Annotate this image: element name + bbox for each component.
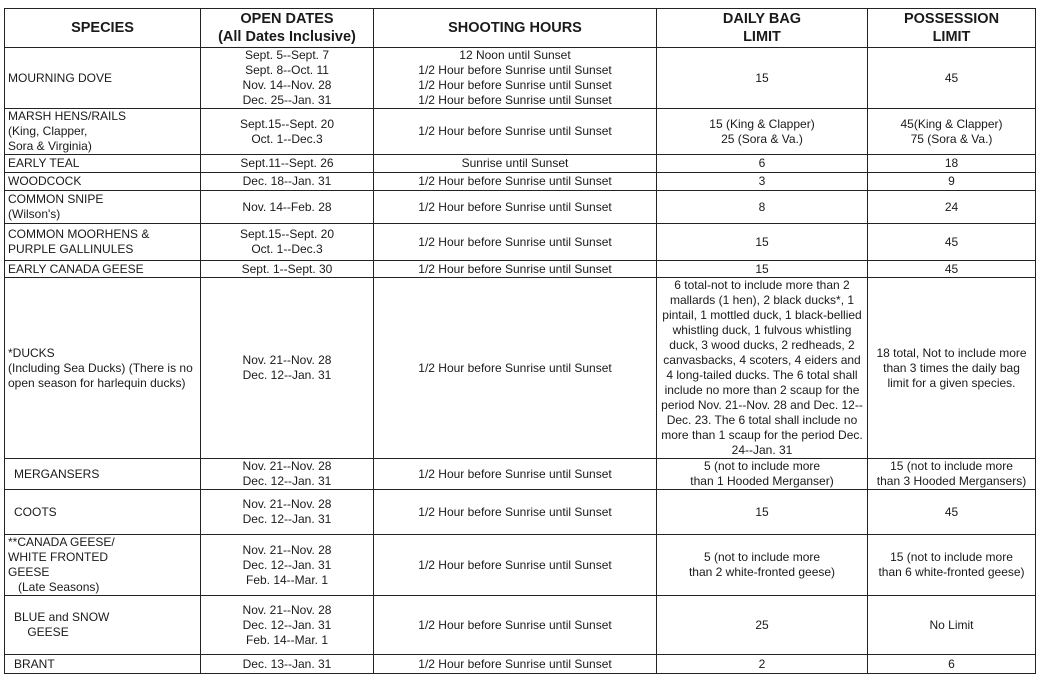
species-cell: MARSH HENS/RAILS (King, Clapper, Sora & Virginia) <box>5 109 201 155</box>
possession-cell: 24 <box>868 191 1036 224</box>
possession-cell: 6 <box>868 655 1036 674</box>
open-dates-cell: Dec. 18--Jan. 31 <box>201 173 374 191</box>
open-dates-cell: Sept.11--Sept. 26 <box>201 155 374 173</box>
species-cell: WOODCOCK <box>5 173 201 191</box>
species-cell: **CANADA GEESE/ WHITE FRONTED GEESE (Late Seasons) <box>5 535 201 596</box>
daily-bag-cell: 3 <box>657 173 868 191</box>
possession-cell: 15 (not to include more than 3 Hooded Mergansers) <box>868 459 1036 490</box>
open-dates-cell: Dec. 13--Jan. 31 <box>201 655 374 674</box>
shooting-hours-cell: 1/2 Hour before Sunrise until Sunset <box>374 109 657 155</box>
header-shooting-hours: SHOOTING HOURS <box>374 9 657 48</box>
open-dates-cell: Nov. 21--Nov. 28 Dec. 12--Jan. 31 <box>201 278 374 459</box>
table-row <box>5 535 1036 596</box>
daily-bag-cell: 6 <box>657 155 868 173</box>
table-row <box>5 224 1036 261</box>
open-dates-cell: Nov. 21--Nov. 28 Dec. 12--Jan. 31 Feb. 14--Mar. 1 <box>201 535 374 596</box>
shooting-hours-cell: 1/2 Hour before Sunrise until Sunset <box>374 191 657 224</box>
species-cell: EARLY CANADA GEESE <box>5 261 201 278</box>
open-dates-cell: Sept.15--Sept. 20 Oct. 1--Dec.3 <box>201 224 374 261</box>
daily-bag-cell: 5 (not to include more than 1 Hooded Merganser) <box>657 459 868 490</box>
daily-bag-cell: 15 <box>657 224 868 261</box>
possession-cell: 45 <box>868 224 1036 261</box>
species-cell: COOTS <box>5 490 201 535</box>
daily-bag-cell: 15 <box>657 48 868 109</box>
daily-bag-cell: 15 (King & Clapper) 25 (Sora & Va.) <box>657 109 868 155</box>
shooting-hours-cell: 1/2 Hour before Sunrise until Sunset <box>374 173 657 191</box>
header-open-dates: OPEN DATES (All Dates Inclusive) <box>201 9 374 48</box>
open-dates-cell: Sept. 1--Sept. 30 <box>201 261 374 278</box>
daily-bag-cell: 6 total-not to include more than 2 mallards (1 hen), 2 black ducks*, 1 pintail, 1 mottled duck, 1 black-bellied whistling duck, 1 fulvous whistling duck, 3 wood ducks, 2 redheads, 2 canvasbacks, 4 scoters, 4 eiders and 4 long-tailed ducks. The 6 total shall include no more than 2 scaup for the period Nov. 21--Nov. 28 and Dec. 12--Dec. 23. The 6 total shall include no more than 1 scaup for the period Dec. 24--Jan. 31 <box>657 278 868 459</box>
daily-bag-cell: 5 (not to include more than 2 white-fronted geese) <box>657 535 868 596</box>
possession-cell: 9 <box>868 173 1036 191</box>
header-daily-bag-limit: DAILY BAG LIMIT <box>657 9 868 48</box>
species-cell: EARLY TEAL <box>5 155 201 173</box>
table-row <box>5 48 1036 109</box>
shooting-hours-cell: Sunrise until Sunset <box>374 155 657 173</box>
possession-cell: 45(King & Clapper) 75 (Sora & Va.) <box>868 109 1036 155</box>
header-species: SPECIES <box>5 9 201 48</box>
possession-cell: 45 <box>868 261 1036 278</box>
daily-bag-cell: 2 <box>657 655 868 674</box>
shooting-hours-cell: 1/2 Hour before Sunrise until Sunset <box>374 278 657 459</box>
hunting-seasons-table <box>4 8 1036 674</box>
species-cell: BLUE and SNOW GEESE <box>5 596 201 655</box>
open-dates-cell: Sept. 5--Sept. 7 Sept. 8--Oct. 11 Nov. 14--Nov. 28 Dec. 25--Jan. 31 <box>201 48 374 109</box>
table-row <box>5 191 1036 224</box>
table-row <box>5 261 1036 278</box>
table-row <box>5 155 1036 173</box>
species-cell: *DUCKS (Including Sea Ducks) (There is no open season for harlequin ducks) <box>5 278 201 459</box>
table-row <box>5 596 1036 655</box>
shooting-hours-cell: 1/2 Hour before Sunrise until Sunset <box>374 261 657 278</box>
daily-bag-cell: 8 <box>657 191 868 224</box>
shooting-hours-cell: 1/2 Hour before Sunrise until Sunset <box>374 535 657 596</box>
possession-cell: 15 (not to include more than 6 white-fronted geese) <box>868 535 1036 596</box>
species-cell: BRANT <box>5 655 201 674</box>
species-cell: MERGANSERS <box>5 459 201 490</box>
table-row <box>5 490 1036 535</box>
shooting-hours-cell: 12 Noon until Sunset 1/2 Hour before Sunrise until Sunset 1/2 Hour before Sunrise until Sunset 1/2 Hour before Sunrise until Sunset <box>374 48 657 109</box>
open-dates-cell: Nov. 21--Nov. 28 Dec. 12--Jan. 31 Feb. 14--Mar. 1 <box>201 596 374 655</box>
open-dates-cell: Nov. 21--Nov. 28 Dec. 12--Jan. 31 <box>201 490 374 535</box>
table-row <box>5 459 1036 490</box>
header-possession-limit: POSSESSION LIMIT <box>868 9 1036 48</box>
possession-cell: No Limit <box>868 596 1036 655</box>
open-dates-cell: Nov. 14--Feb. 28 <box>201 191 374 224</box>
table-row <box>5 109 1036 155</box>
shooting-hours-cell: 1/2 Hour before Sunrise until Sunset <box>374 655 657 674</box>
possession-cell: 45 <box>868 490 1036 535</box>
daily-bag-cell: 15 <box>657 490 868 535</box>
header-row <box>5 9 1036 48</box>
table-row <box>5 173 1036 191</box>
species-cell: COMMON MOORHENS & PURPLE GALLINULES <box>5 224 201 261</box>
open-dates-cell: Sept.15--Sept. 20 Oct. 1--Dec.3 <box>201 109 374 155</box>
species-cell: MOURNING DOVE <box>5 48 201 109</box>
possession-cell: 45 <box>868 48 1036 109</box>
table-row <box>5 278 1036 459</box>
species-cell: COMMON SNIPE (Wilson's) <box>5 191 201 224</box>
shooting-hours-cell: 1/2 Hour before Sunrise until Sunset <box>374 459 657 490</box>
shooting-hours-cell: 1/2 Hour before Sunrise until Sunset <box>374 490 657 535</box>
possession-cell: 18 total, Not to include more than 3 times the daily bag limit for a given species. <box>868 278 1036 459</box>
table-row <box>5 655 1036 674</box>
shooting-hours-cell: 1/2 Hour before Sunrise until Sunset <box>374 596 657 655</box>
open-dates-cell: Nov. 21--Nov. 28 Dec. 12--Jan. 31 <box>201 459 374 490</box>
shooting-hours-cell: 1/2 Hour before Sunrise until Sunset <box>374 224 657 261</box>
daily-bag-cell: 15 <box>657 261 868 278</box>
daily-bag-cell: 25 <box>657 596 868 655</box>
possession-cell: 18 <box>868 155 1036 173</box>
